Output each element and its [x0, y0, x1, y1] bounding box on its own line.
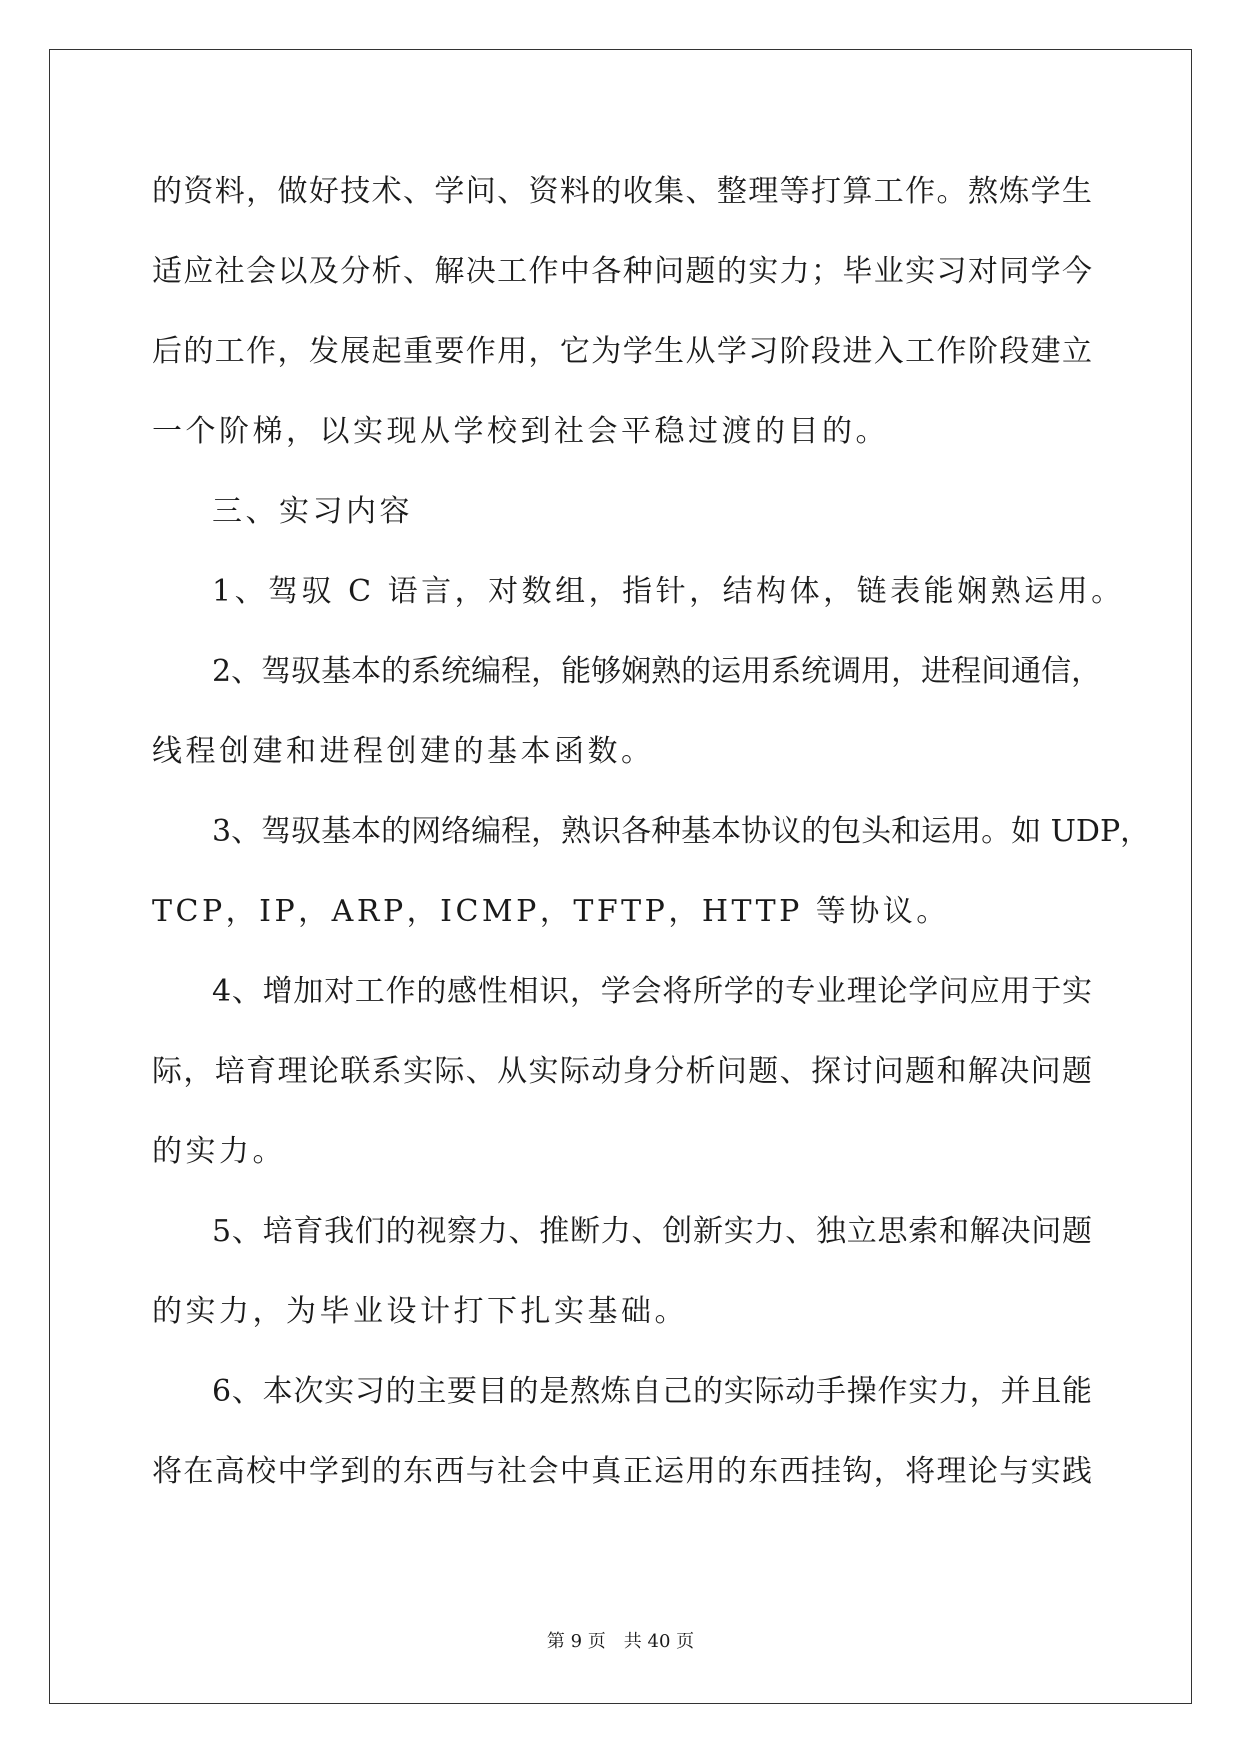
text-line: 一个阶梯，以实现从学校到社会平稳过渡的目的。	[152, 414, 889, 449]
text-line: 的实力，为毕业设计打下扎实基础。	[152, 1294, 688, 1329]
list-item: 1、驾驭 C 语言，对数组，指针，结构体，链表能娴熟运用。	[212, 574, 1125, 609]
list-item: 4、增加对工作的感性相识，学会将所学的专业理论学问应用于实	[212, 974, 1092, 1009]
page-number: 第 9 页 共 40 页	[546, 1631, 695, 1652]
text-line: 的实力。	[152, 1134, 286, 1169]
text-line: 际，培育理论联系实际、从实际动身分析问题、探讨问题和解决问题	[152, 1054, 1092, 1089]
text-line: 将在高校中学到的东西与社会中真正运用的东西挂钩，将理论与实践	[152, 1454, 1092, 1489]
text-line: 线程创建和进程创建的基本函数。	[152, 734, 655, 769]
section-heading: 三、实习内容	[212, 494, 413, 529]
text-line: TCP，IP，ARP，ICMP，TFTP，HTTP 等协议。	[152, 894, 950, 929]
text-line: 的资料，做好技术、学问、资料的收集、整理等打算工作。熬炼学生	[152, 174, 1092, 209]
list-item: 6、本次实习的主要目的是熬炼自己的实际动手操作实力，并且能	[212, 1374, 1092, 1409]
list-item: 5、培育我们的视察力、推断力、创新实力、独立思索和解决问题	[212, 1214, 1092, 1249]
text-line: 适应社会以及分析、解决工作中各种问题的实力；毕业实习对同学今	[152, 254, 1092, 289]
text-line: 后的工作，发展起重要作用，它为学生从学习阶段进入工作阶段建立	[152, 334, 1092, 369]
list-item: 2、驾驭基本的系统编程，能够娴熟的运用系统调用，进程间通信，	[212, 654, 1102, 689]
list-item: 3、驾驭基本的网络编程，熟识各种基本协议的包头和运用。如 UDP，	[212, 814, 1151, 849]
